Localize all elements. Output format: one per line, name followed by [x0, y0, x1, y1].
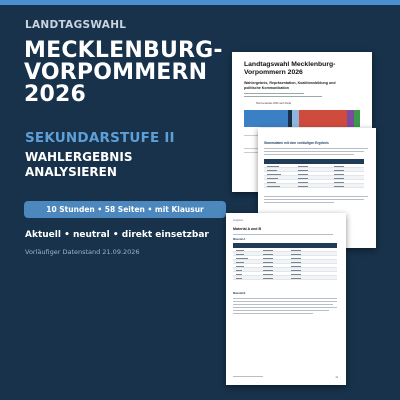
text-line [264, 154, 354, 155]
material-a-label: Material A [233, 238, 246, 241]
text-line [264, 196, 368, 197]
preview-chart-caption: Stimmenanteile 2026 nach Partei [256, 102, 292, 105]
text-line [264, 202, 334, 203]
text-line [233, 298, 337, 299]
text-line [233, 310, 329, 311]
table-row [233, 276, 337, 280]
eyebrow-label: LANDTAGSWAHL [25, 19, 127, 31]
table-row [264, 184, 364, 188]
text-line [233, 313, 313, 314]
preview-material-header: Aufgaben [233, 219, 244, 222]
subtitle-topic [25, 150, 215, 180]
subtitle-topic-line-2: ANALYSIEREN [25, 165, 117, 179]
subtitle-topic-line-1: WAHLERGEBNIS [25, 150, 133, 164]
text-line [233, 301, 337, 302]
text-line [244, 96, 322, 97]
text-line [264, 148, 368, 149]
title-line-3: 2026 [24, 82, 87, 107]
vote-share-segment [347, 110, 354, 127]
preview-cover-subtitle-line-2: politische Kommunikation [244, 85, 289, 90]
text-line [233, 307, 337, 308]
preview-page-material [226, 213, 346, 385]
info-pill: 10 Stunden • 58 Seiten • mit Klausur [24, 201, 226, 218]
data-status: Vorläufiger Datenstand 21.09.2026 [25, 248, 140, 256]
vote-share-segment [354, 110, 360, 127]
preview-cover-title [244, 61, 364, 77]
vote-share-segment [299, 110, 328, 127]
material-a-table [233, 243, 337, 280]
vote-share-segment [328, 110, 348, 127]
main-title [24, 40, 224, 106]
results-table [264, 159, 364, 188]
footer-line [233, 376, 263, 377]
vote-share-bar [244, 110, 360, 127]
preview-cover-title-line-1: Landtagswahl Mecklenburg- [244, 61, 336, 68]
tagline: Aktuell • neutral • direkt einsetzbar [25, 230, 209, 240]
text-line [244, 93, 304, 94]
title-line-2: VORPOMMERN [24, 60, 208, 85]
subtitle-level: SEKUNDARSTUFE II [25, 130, 175, 146]
text-line [264, 199, 364, 200]
title-line-1: MECKLENBURG- [24, 38, 223, 63]
text-line [233, 304, 333, 305]
vote-share-segment [292, 110, 299, 127]
top-accent-bar [0, 0, 400, 5]
material-b-label: Material B [233, 292, 246, 295]
preview-cover-title-line-2: Vorpommern 2026 [244, 69, 303, 76]
vote-share-segment [244, 110, 288, 127]
preview-data-title: Stammdaten mit dem vorläufigen Ergebnis [264, 141, 329, 145]
page-number: 14 [335, 376, 338, 379]
preview-material-title: Material A und B [233, 227, 262, 231]
preview-cover-subtitle [244, 81, 364, 91]
text-line [264, 151, 364, 152]
text-line [233, 234, 333, 235]
preview-cover-subtitle-line-1: Wahlergebnis, Repräsentation, Koalitionsbildung und [244, 81, 336, 85]
